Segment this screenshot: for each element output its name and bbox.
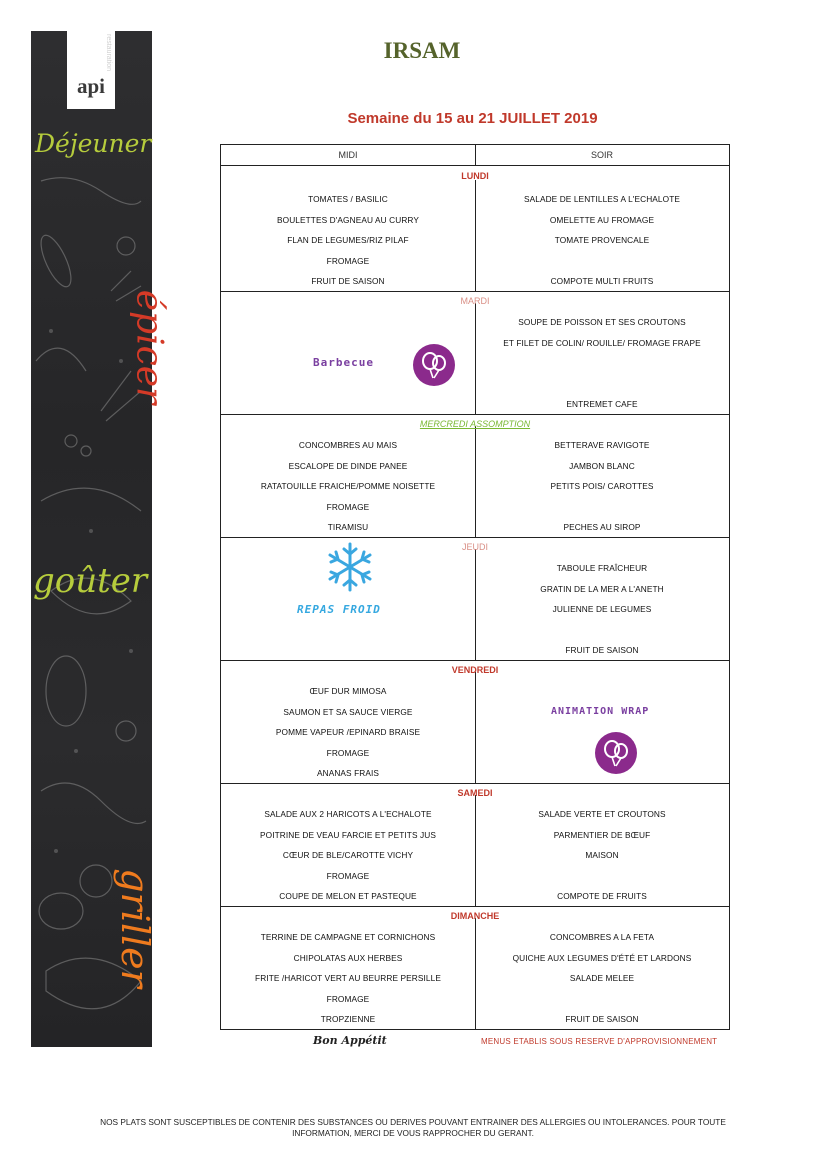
menu-item: FROMAGE [326,748,370,758]
menu-item: PETITS POIS/ CAROTTES [550,481,654,491]
menu-item: JAMBON BLANC [569,461,635,471]
menu-item: CŒUR DE BLE/CAROTTE VICHY [282,850,414,860]
day-label-mardi: MARDI [460,296,490,306]
banner-word-dejeuner: Déjeuner [35,129,152,158]
menu-item: CONCOMBRES AU MAIS [298,440,398,450]
menu-item: RATATOUILLE FRAICHE/POMME NOISETTE [260,481,436,491]
menu-item: FLAN DE LEGUMES/RIZ PILAF [287,235,409,245]
menu-item: QUICHE AUX LEGUMES D'ÉTÉ ET LARDONS [512,953,692,963]
menu-item: BETTERAVE RAVIGOTE [554,440,650,450]
menu-item: SALADE MELEE [569,973,635,983]
allergy-notice [40,1117,786,1139]
row-divider [221,291,729,292]
row-divider [221,414,729,415]
menu-item: TIRAMISU [327,522,369,532]
menu-item: JULIENNE DE LEGUMES [552,604,652,614]
menu-item: SALADE VERTE ET CROUTONS [538,809,666,819]
menu-item: ANANAS FRAIS [316,768,380,778]
menu-item: COMPOTE MULTI FRUITS [550,276,654,286]
page-title: IRSAM [383,38,461,63]
menu-item: SALADE AUX 2 HARICOTS A L'ECHALOTE [264,809,432,819]
banner-word-griller: griller [112,868,157,988]
supply-disclaimer: MENUS ETABLIS SOUS RESERVE D'APPROVISIONNEMENT [481,1037,718,1046]
menu-item: SOUPE DE POISSON ET SES CROUTONS [518,317,686,327]
column-divider [475,145,476,165]
menu-item: TOMATES / BASILIC [308,194,388,204]
row-divider [221,906,729,907]
allergy-notice-line: NOS PLATS SONT SUSCEPTIBLES DE CONTENIR DES SUBSTANCES OU DERIVES POUVANT ENTRAINER DES ALLERGIES OU INTOLERANCES. POUR TOUTE [100,1117,726,1127]
animation-wrap-label: ANIMATION WRAP [551,706,650,717]
menu-item: POITRINE DE VEAU FARCIE ET PETITS JUS [260,830,436,840]
menu-item: SAUMON ET SA SAUCE VIERGE [283,707,413,717]
day-label-samedi: SAMEDI [457,788,493,798]
day-label-mercredi: MERCREDI ASSOMPTION [419,419,531,429]
menu-item: MAISON [585,850,619,860]
menu-item: ENTREMET CAFE [566,399,638,409]
menu-item: FRUIT DE SAISON [565,645,639,655]
menu-item: OMELETTE AU FROMAGE [549,215,655,225]
menu-item: PECHES AU SIROP [563,522,641,532]
menu-item: CHIPOLATAS AUX HERBES [293,953,403,963]
menu-item: FROMAGE [326,994,370,1004]
menu-item: ŒUF DUR MIMOSA [309,686,387,696]
logo-tagline: restauration [105,34,113,71]
bon-appetit: Bon Appétit [313,1034,387,1047]
week-subtitle: Semaine du 15 au 21 JUILLET 2019 [347,110,598,127]
repas-froid-label: REPAS FROID [297,603,381,616]
menu-item: FRITE /HARICOT VERT AU BEURRE PERSILLE [255,973,441,983]
menu-item: FRUIT DE SAISON [311,276,385,286]
banner-word-gouter: goûter [33,561,148,601]
row-divider [221,165,729,166]
menu-table [220,144,730,1030]
balloon-icon [413,344,455,386]
menu-item: SALADE DE LENTILLES A L'ECHALOTE [523,194,681,204]
row-divider [221,660,729,661]
api-logo [67,31,115,109]
banner-word-epicer: épicer [128,289,170,405]
snowflake-icon [319,541,381,598]
column-header-midi: MIDI [338,150,358,160]
allergy-notice-line: INFORMATION, MERCI DE VOUS RAPPROCHER DU GERANT. [292,1128,534,1138]
menu-item: CONCOMBRES A LA FETA [549,932,655,942]
day-label-jeudi: JEUDI [461,542,488,552]
menu-item: FROMAGE [326,502,370,512]
menu-item: POMME VAPEUR /EPINARD BRAISE [275,727,421,737]
balloon-icon [595,732,637,774]
menu-item: COUPE DE MELON ET PASTEQUE [279,891,417,901]
menu-item: ESCALOPE DE DINDE PANEE [288,461,408,471]
menu-item: ET FILET DE COLIN/ ROUILLE/ FROMAGE FRAPE [503,338,701,348]
column-divider [475,672,476,783]
menu-item: GRATIN DE LA MER A L'ANETH [540,584,664,594]
menu-item: TROPZIENNE [320,1014,376,1024]
day-label-vendredi: VENDREDI [451,665,499,675]
row-divider [221,537,729,538]
day-label-lundi: LUNDI [461,171,489,181]
menu-item: TOMATE PROVENCALE [554,235,650,245]
menu-item: TABOULE FRAÎCHEUR [556,563,648,573]
column-header-soir: SOIR [590,150,613,160]
menu-item: FROMAGE [326,256,370,266]
row-divider [221,783,729,784]
day-label-dimanche: DIMANCHE [450,911,500,921]
menu-item: TERRINE DE CAMPAGNE ET CORNICHONS [260,932,436,942]
menu-item: BOULETTES D'AGNEAU AU CURRY [277,215,419,225]
menu-item: COMPOTE DE FRUITS [557,891,647,901]
menu-item: PARMENTIER DE BŒUF [553,830,651,840]
logo-text: api [76,74,105,98]
barbecue-label: Barbecue [313,356,374,369]
decorative-banner [31,31,170,1047]
menu-item: FRUIT DE SAISON [565,1014,639,1024]
menu-item: FROMAGE [326,871,370,881]
